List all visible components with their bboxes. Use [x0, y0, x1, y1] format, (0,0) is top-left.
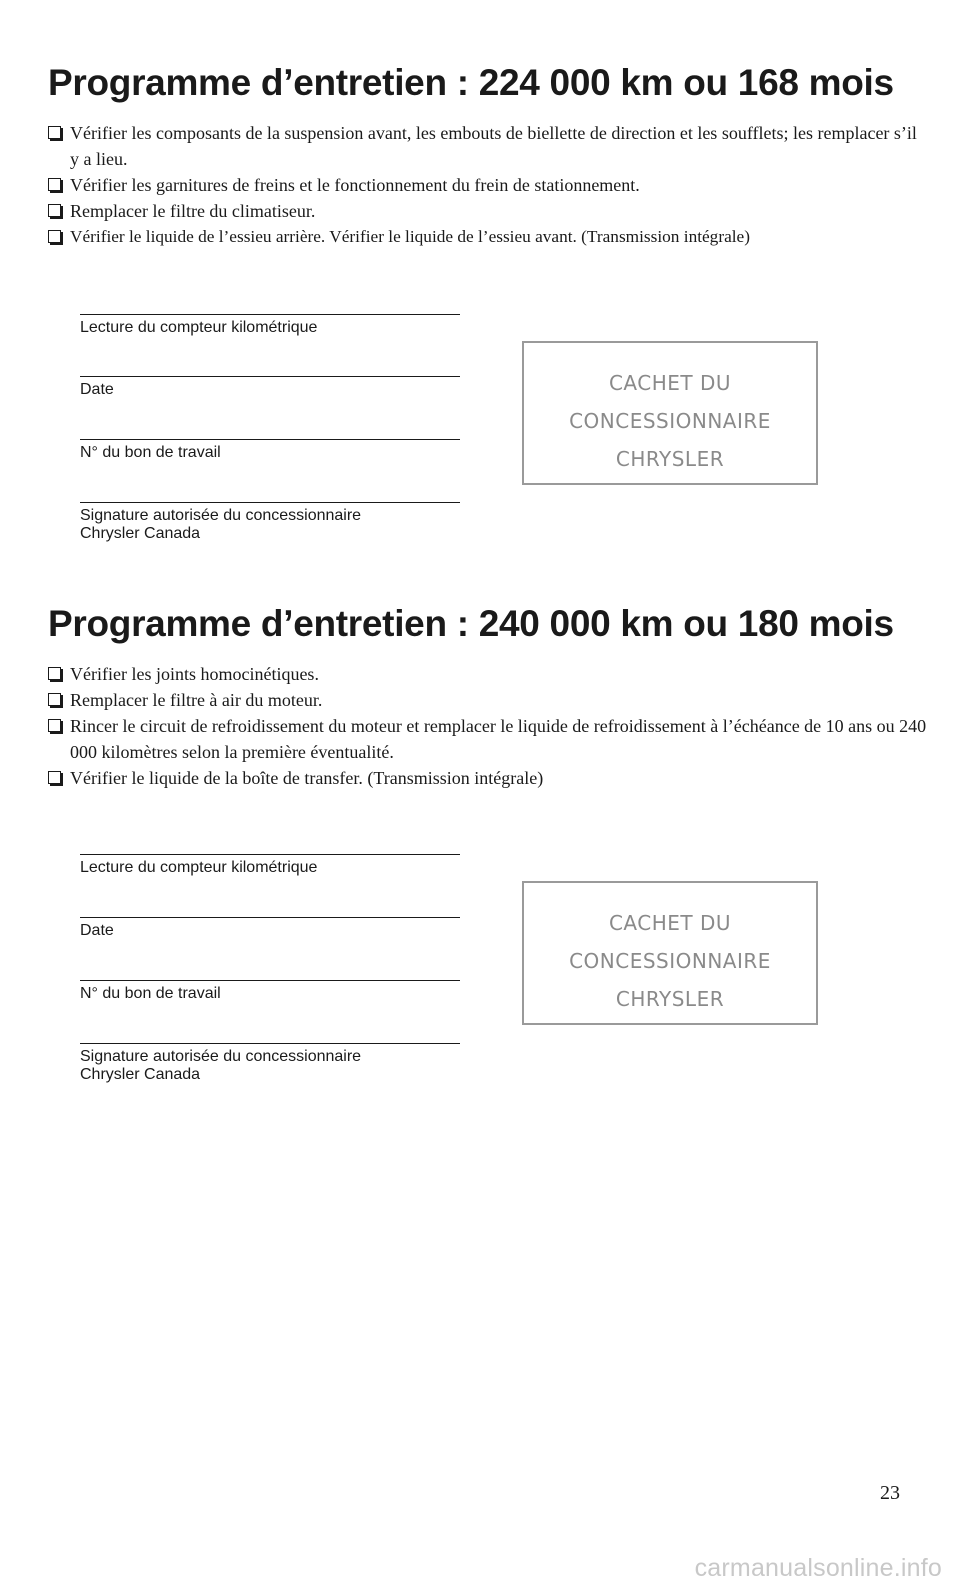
field-label: Date: [80, 922, 114, 939]
field-label: Signature autorisée du concessionnaire Chrysler Canada: [80, 507, 362, 542]
field-line: [80, 854, 460, 855]
field-label: Lecture du compteur kilométrique: [80, 319, 318, 336]
checklist-item: Vérifier les joints homocinétiques.: [48, 661, 928, 687]
work-order-field[interactable]: [80, 439, 460, 462]
page-number: 23: [880, 1482, 900, 1504]
field-line: [80, 1043, 460, 1044]
maintenance-section-224000: [48, 62, 928, 250]
stamp-line: CACHET DU: [608, 371, 732, 395]
dealer-stamp-box: [522, 881, 818, 1025]
checkbox-icon[interactable]: [48, 667, 61, 680]
signature-field[interactable]: [80, 1043, 460, 1084]
odometer-field[interactable]: [80, 854, 460, 877]
checklist-item: Vérifier le liquide de la boîte de transfer. (Transmission intégrale): [48, 765, 928, 791]
checkbox-icon[interactable]: [48, 771, 61, 784]
checkbox-icon[interactable]: [48, 230, 61, 243]
field-line: [80, 439, 460, 440]
date-field[interactable]: [80, 917, 460, 940]
field-line: [80, 980, 460, 981]
date-field[interactable]: [80, 376, 460, 399]
field-line: [80, 376, 460, 377]
maintenance-section-240000: [48, 603, 928, 791]
field-label: N° du bon de travail: [80, 444, 221, 461]
stamp-line: CONCESSIONNAIRE: [569, 949, 771, 973]
signature-field[interactable]: [80, 502, 460, 543]
stamp-line: CONCESSIONNAIRE: [569, 409, 771, 433]
field-label: N° du bon de travail: [80, 985, 221, 1002]
checklist-item: Vérifier les composants de la suspension avant, les embouts de biellette de direction et les soufflets; les remplacer s’il y a lieu.: [48, 120, 928, 172]
section-title: Programme d’entretien : 224 000 km ou 168 mois: [48, 62, 894, 103]
field-line: [80, 917, 460, 918]
field-line: [80, 314, 460, 315]
dealer-stamp-box: [522, 341, 818, 485]
checklist-item: Remplacer le filtre à air du moteur.: [48, 687, 928, 713]
checkbox-icon[interactable]: [48, 204, 61, 217]
section-title: Programme d’entretien : 240 000 km ou 180 mois: [48, 603, 894, 644]
checkbox-icon[interactable]: [48, 178, 61, 191]
field-label: Signature autorisée du concessionnaire Chrysler Canada: [80, 1048, 362, 1083]
checklist: [48, 120, 928, 250]
checkbox-icon[interactable]: [48, 126, 61, 139]
checkbox-icon[interactable]: [48, 719, 61, 732]
watermark: carmanualsonline.info: [694, 1554, 942, 1582]
field-label: Date: [80, 381, 114, 398]
field-label: Lecture du compteur kilométrique: [80, 859, 318, 876]
checkbox-icon[interactable]: [48, 693, 61, 706]
odometer-field[interactable]: [80, 314, 460, 337]
checklist-item: Vérifier les garnitures de freins et le fonctionnement du frein de stationnement.: [48, 172, 928, 198]
checklist: [48, 661, 928, 791]
field-line: [80, 502, 460, 503]
stamp-line: CACHET DU: [608, 911, 732, 935]
checklist-item: Vérifier le liquide de l’essieu arrière. Vérifier le liquide de l’essieu avant. (Transmission intégrale): [48, 224, 928, 250]
work-order-field[interactable]: [80, 980, 460, 1003]
stamp-line: CHRYSLER: [615, 447, 725, 471]
checklist-item: Rincer le circuit de refroidissement du moteur et remplacer le liquide de refroidissement à l’échéance de 10 ans ou 240 000 kilomètres selon la première éventualité.: [48, 713, 928, 765]
stamp-line: CHRYSLER: [615, 987, 725, 1011]
checklist-item: Remplacer le filtre du climatiseur.: [48, 198, 928, 224]
